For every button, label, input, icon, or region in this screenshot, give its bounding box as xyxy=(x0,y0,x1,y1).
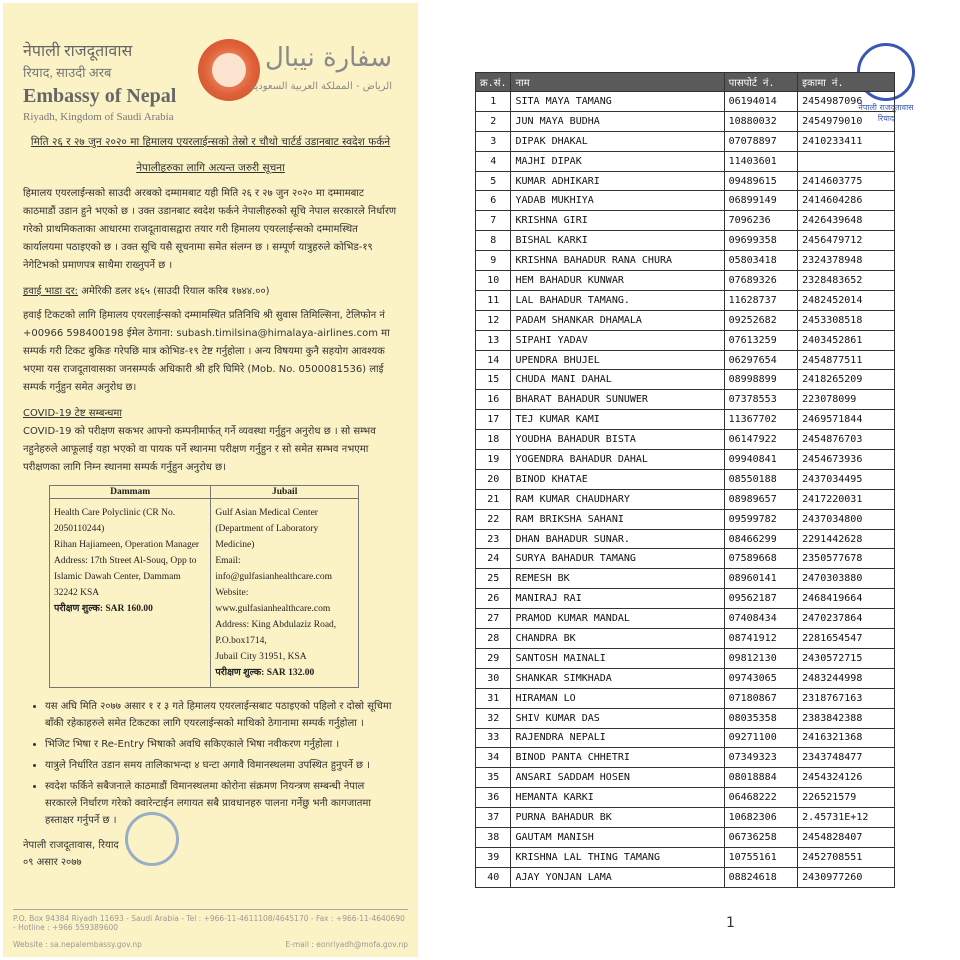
signature-date: ०९ असार २०७७ xyxy=(23,857,82,868)
embassy-notice-letter xyxy=(3,3,418,957)
name-cell: BISHAL KARKI xyxy=(511,231,724,251)
jubail-line: (Department of Laboratory Medicine) xyxy=(215,524,319,550)
passport-cell: 06194014 xyxy=(724,92,798,112)
passport-cell: 06899149 xyxy=(724,191,798,211)
name-cell: PURNA BAHADUR BK xyxy=(511,808,724,828)
serial-cell: 32 xyxy=(476,708,511,728)
passenger-table xyxy=(475,72,895,888)
bullet-item: • यात्रुले निर्धारित उडान समय तालिकाभन्दा ४ घन्टा अगावै विमानस्थलमा उपस्थित हुनुपर्ने छ । xyxy=(45,757,398,774)
iqama-cell: 2483244998 xyxy=(798,668,895,688)
name-cell: KRISHNA BAHADUR RANA CHURA xyxy=(511,251,724,271)
jubail-line: Gulf Asian Medical Center xyxy=(215,508,318,518)
table-row xyxy=(476,390,895,410)
table-row xyxy=(476,629,895,649)
name-cell: SHANKAR SIMKHADA xyxy=(511,668,724,688)
table-row xyxy=(476,688,895,708)
table-row xyxy=(476,330,895,350)
dammam-fee: परीक्षण शुल्क: SAR 160.00 xyxy=(54,604,153,614)
serial-cell: 22 xyxy=(476,509,511,529)
table-row xyxy=(476,310,895,330)
passport-cell: 07613259 xyxy=(724,330,798,350)
iqama-cell: 2410233411 xyxy=(798,131,895,151)
iqama-cell: 2469571844 xyxy=(798,410,895,430)
passport-cell: 07378553 xyxy=(724,390,798,410)
name-cell: REMESH BK xyxy=(511,569,724,589)
table-row xyxy=(476,708,895,728)
iqama-cell: 223078099 xyxy=(798,390,895,410)
col-passport-header: पासपोर्ट नं. xyxy=(724,73,798,92)
serial-cell: 35 xyxy=(476,768,511,788)
serial-cell: 28 xyxy=(476,629,511,649)
serial-cell: 11 xyxy=(476,290,511,310)
serial-cell: 10 xyxy=(476,271,511,291)
serial-cell: 23 xyxy=(476,529,511,549)
name-cell: SIPAHI YADAV xyxy=(511,330,724,350)
serial-cell: 14 xyxy=(476,350,511,370)
table-row xyxy=(476,529,895,549)
embassy-arabic-location: الرياض - المملكة العربية السعودية xyxy=(250,81,392,92)
table-row xyxy=(476,609,895,629)
table-row xyxy=(476,211,895,231)
table-row xyxy=(476,728,895,748)
serial-cell: 6 xyxy=(476,191,511,211)
passport-cell: 08035358 xyxy=(724,708,798,728)
passport-cell: 10682306 xyxy=(724,808,798,828)
table-row xyxy=(476,808,895,828)
passport-cell: 08824618 xyxy=(724,867,798,887)
letter-footer xyxy=(13,909,408,949)
iqama-cell: 2414604286 xyxy=(798,191,895,211)
table-row xyxy=(476,589,895,609)
table-row xyxy=(476,748,895,768)
iqama-cell: 2456479712 xyxy=(798,231,895,251)
fare-value: अमेरिकी डलर ४६५ (साउदी रियाल करिब १७४४.००) xyxy=(81,286,270,297)
passport-cell: 09940841 xyxy=(724,450,798,470)
serial-cell: 27 xyxy=(476,609,511,629)
table-row xyxy=(476,251,895,271)
letterhead-right xyxy=(250,43,392,92)
dammam-header: Dammam xyxy=(50,486,211,499)
passport-cell: 06147922 xyxy=(724,430,798,450)
iqama-cell: 2454987096 xyxy=(798,92,895,112)
passport-cell: 06297654 xyxy=(724,350,798,370)
name-cell: HEMANTA KARKI xyxy=(511,788,724,808)
serial-cell: 12 xyxy=(476,310,511,330)
passport-cell: 10880032 xyxy=(724,111,798,131)
iqama-cell: 2482452014 xyxy=(798,290,895,310)
table-row xyxy=(476,290,895,310)
iqama-cell: 2437034495 xyxy=(798,469,895,489)
name-cell: YOGENDRA BAHADUR DAHAL xyxy=(511,450,724,470)
footer-website: Website : sa.nepalembassy.gov.np xyxy=(13,940,142,949)
serial-cell: 39 xyxy=(476,847,511,867)
serial-cell: 21 xyxy=(476,489,511,509)
passport-cell: 08998899 xyxy=(724,370,798,390)
dammam-line: Health Care Polyclinic (CR No. 2050110244) xyxy=(54,508,176,534)
dammam-line: Rihan Hajiameen, Operation Manager xyxy=(54,540,200,550)
table-row xyxy=(476,469,895,489)
passport-cell: 08741912 xyxy=(724,629,798,649)
passport-cell: 09562187 xyxy=(724,589,798,609)
serial-cell: 18 xyxy=(476,430,511,450)
serial-cell: 4 xyxy=(476,151,511,171)
passport-cell: 08466299 xyxy=(724,529,798,549)
passport-cell: 09489615 xyxy=(724,171,798,191)
embassy-nepali-name: नेपाली राजदूतावास xyxy=(23,43,133,60)
name-cell: MANIRAJ RAI xyxy=(511,589,724,609)
table-row xyxy=(476,111,895,131)
footer-contact: P.O. Box 94384 Riyadh 11693 - Saudi Arabia - Tel : +966-11-4611108/4645170 - Fax : +966-11-4640690 - Hotline : +966 559389600 xyxy=(13,909,408,932)
serial-cell: 37 xyxy=(476,808,511,828)
iqama-cell: 2403452861 xyxy=(798,330,895,350)
serial-cell: 26 xyxy=(476,589,511,609)
name-cell: KRISHNA LAL THING TAMANG xyxy=(511,847,724,867)
iqama-cell: 2426439648 xyxy=(798,211,895,231)
name-cell: TEJ KUMAR KAMI xyxy=(511,410,724,430)
name-cell: BHARAT BAHADUR SUNUWER xyxy=(511,390,724,410)
iqama-cell: 2383842388 xyxy=(798,708,895,728)
name-cell: RAM KUMAR CHAUDHARY xyxy=(511,489,724,509)
serial-cell: 5 xyxy=(476,171,511,191)
table-row xyxy=(476,549,895,569)
passport-cell: 09252682 xyxy=(724,310,798,330)
iqama-cell: 2453308518 xyxy=(798,310,895,330)
table-row xyxy=(476,648,895,668)
passport-cell: 11628737 xyxy=(724,290,798,310)
bullet-item: • यस अघि मिति २०७७ असार १ र ३ गते हिमालय एयरलाईन्सबाट पठाइएको पहिलो र दोस्रो सूचिमा बाँकी रहेकाहरुले समेत टिकटका लागि एयरलाईन्सको माथिको ठेगानामा सम्पर्क गर्नुहोला । xyxy=(45,698,398,732)
table-row xyxy=(476,489,895,509)
name-cell: KUMAR ADHIKARI xyxy=(511,171,724,191)
serial-cell: 9 xyxy=(476,251,511,271)
bullet-item: • भिजिट भिषा र Re-Entry भिषाको अवधि सकिएकाले भिषा नवीकरण गर्नुहोला । xyxy=(45,736,398,753)
serial-cell: 16 xyxy=(476,390,511,410)
passport-cell: 06736258 xyxy=(724,827,798,847)
iqama-cell: 2454324126 xyxy=(798,768,895,788)
iqama-cell: 2281654547 xyxy=(798,629,895,649)
letterhead xyxy=(23,39,398,129)
passenger-list-page xyxy=(430,3,957,957)
passport-cell: 11403601 xyxy=(724,151,798,171)
letterhead-left xyxy=(23,39,176,123)
passport-cell: 09699358 xyxy=(724,231,798,251)
iqama-cell: 2470303880 xyxy=(798,569,895,589)
passport-cell: 08018884 xyxy=(724,768,798,788)
signature-block xyxy=(23,837,398,871)
iqama-cell: 2468419664 xyxy=(798,589,895,609)
table-row xyxy=(476,410,895,430)
serial-cell: 20 xyxy=(476,469,511,489)
passport-cell: 10755161 xyxy=(724,847,798,867)
notice-title: मिति २६ र २७ जुन २०२० मा हिमालय एयरलाईन्सको तेस्रो र चौथो चार्टर्ड उडानबाट स्वदेश फर्कने xyxy=(30,136,391,148)
table-row xyxy=(476,847,895,867)
table-row xyxy=(476,171,895,191)
iqama-cell: 2452708551 xyxy=(798,847,895,867)
name-cell: MAJHI DIPAK xyxy=(511,151,724,171)
table-row xyxy=(476,151,895,171)
name-cell: RAM BRIKSHA SAHANI xyxy=(511,509,724,529)
iqama-cell: 2324378948 xyxy=(798,251,895,271)
embassy-english-location: Riyadh, Kingdom of Saudi Arabia xyxy=(23,111,174,123)
iqama-cell: 2418265209 xyxy=(798,370,895,390)
name-cell: CHANDRA BK xyxy=(511,629,724,649)
table-row xyxy=(476,768,895,788)
table-row xyxy=(476,350,895,370)
name-cell: PADAM SHANKAR DHAMALA xyxy=(511,310,724,330)
name-cell: BINOD PANTA CHHETRI xyxy=(511,748,724,768)
name-cell: KRISHNA GIRI xyxy=(511,211,724,231)
iqama-cell: 226521579 xyxy=(798,788,895,808)
serial-cell: 13 xyxy=(476,330,511,350)
name-cell: SURYA BAHADUR TAMANG xyxy=(511,549,724,569)
table-row xyxy=(476,509,895,529)
iqama-cell: 2454828407 xyxy=(798,827,895,847)
table-row xyxy=(476,450,895,470)
table-row xyxy=(476,231,895,251)
embassy-nepali-location: रियाद, साउदी अरब xyxy=(23,65,112,80)
serial-cell: 36 xyxy=(476,788,511,808)
dammam-line: Address: 17th Street Al-Souq, Opp to Islamic Dawah Center, Dammam 32242 KSA xyxy=(54,556,197,598)
name-cell: HEM BAHADUR KUNWAR xyxy=(511,271,724,291)
passport-cell: 09812130 xyxy=(724,648,798,668)
iqama-cell: 2454876703 xyxy=(798,430,895,450)
embassy-english-name: Embassy of Nepal xyxy=(23,85,177,107)
serial-cell: 19 xyxy=(476,450,511,470)
passport-cell: 08989657 xyxy=(724,489,798,509)
serial-cell: 7 xyxy=(476,211,511,231)
iqama-cell: 2454979010 xyxy=(798,111,895,131)
serial-cell: 24 xyxy=(476,549,511,569)
table-row xyxy=(476,569,895,589)
iqama-cell xyxy=(798,151,895,171)
passport-cell: 06468222 xyxy=(724,788,798,808)
iqama-cell: 2430572715 xyxy=(798,648,895,668)
passport-cell: 07589668 xyxy=(724,549,798,569)
passport-cell: 07408434 xyxy=(724,609,798,629)
page-number: 1 xyxy=(726,915,735,931)
name-cell: PRAMOD KUMAR MANDAL xyxy=(511,609,724,629)
embassy-seal-stamp-icon xyxy=(125,812,179,866)
iqama-cell: 2350577678 xyxy=(798,549,895,569)
serial-cell: 17 xyxy=(476,410,511,430)
name-cell: SANTOSH MAINALI xyxy=(511,648,724,668)
iqama-cell: 2417220031 xyxy=(798,489,895,509)
embassy-arabic-name: سفارة نيبال xyxy=(264,43,392,73)
notice-subtitle: नेपालीहरुका लागि अत्यन्त जरुरी सूचना xyxy=(136,162,285,174)
col-iqama-header: इकामा नं. xyxy=(798,73,895,92)
fare-line xyxy=(23,283,398,297)
jubail-header: Jubail xyxy=(211,486,359,499)
serial-cell: 40 xyxy=(476,867,511,887)
col-serial-header: क्र.सं. xyxy=(476,73,511,92)
iqama-cell: 2318767163 xyxy=(798,688,895,708)
iqama-cell: 2454673936 xyxy=(798,450,895,470)
name-cell: JUN MAYA BUDHA xyxy=(511,111,724,131)
iqama-cell: 2328483652 xyxy=(798,271,895,291)
name-cell: YADAB MUKHIYA xyxy=(511,191,724,211)
table-row xyxy=(476,131,895,151)
col-name-header: नाम xyxy=(511,73,724,92)
passport-cell: 08550188 xyxy=(724,469,798,489)
iqama-cell: 2416321368 xyxy=(798,728,895,748)
fare-label: हवाई भाडा दर: xyxy=(23,286,79,297)
name-cell: AJAY YONJAN LAMA xyxy=(511,867,724,887)
iqama-cell: 2.45731E+12 xyxy=(798,808,895,828)
passport-cell: 07180867 xyxy=(724,688,798,708)
iqama-cell: 2454877511 xyxy=(798,350,895,370)
table-row xyxy=(476,191,895,211)
passport-cell: 08960141 xyxy=(724,569,798,589)
serial-cell: 33 xyxy=(476,728,511,748)
passport-cell: 7096236 xyxy=(724,211,798,231)
serial-cell: 3 xyxy=(476,131,511,151)
iqama-cell: 2414603775 xyxy=(798,171,895,191)
name-cell: BINOD KHATAE xyxy=(511,469,724,489)
passport-cell: 09271100 xyxy=(724,728,798,748)
passport-cell: 05803418 xyxy=(724,251,798,271)
covid-text: COVID-19 को परीक्षण सकभर आफ्नो कम्पनीमार्फत् गर्ने व्यवस्था गर्नुहुन अनुरोध छ । सो सम्भव नहुनेहरुले आफूलाई यहा भएको वा पायक पर्ने स्थानमा परीक्षण गर्नुहुन र सो समेत सम्भव नभएमा परीक्षणका लागि निम्न स्थानमा सम्पर्क गर्नुहुन अनुरोध छ। xyxy=(23,426,376,473)
jubail-center-cell xyxy=(211,499,359,688)
dammam-center-cell xyxy=(50,499,211,688)
table-row xyxy=(476,430,895,450)
passport-cell: 11367702 xyxy=(724,410,798,430)
name-cell: YOUDHA BAHADUR BISTA xyxy=(511,430,724,450)
footer-email: E-mail : eonriyadh@mofa.gov.np xyxy=(285,940,408,949)
iqama-cell: 2437034800 xyxy=(798,509,895,529)
notice-paragraph-1: हिमालय एयरलाईन्सको साउदी अरबको दम्मामबाट यही मिति २६ र २७ जुन २०२० मा दम्मामबाट काठमाडौं उडान हुने भएको छ । उक्त उडानबाट स्वदेश फर्कने नेपालीहरुको सूचि नेपाल सरकारले निर्धारण गरेको प्राथमिकताका आधारमा राजदूतावासद्वारा तयार गरी हिमालय एयरलाईन्सको दम्मामस्थित कार्यालयमा पठाइएको छ । उक्त सूचि यसै सूचनामा समेत संलग्न छ । सम्पूर्ण यात्रुहरुले कोभिड-१९ नेगेटिभको प्रमाणपत्र साथैमा राख्नुपर्ने छ । xyxy=(23,188,397,271)
passport-cell: 09599782 xyxy=(724,509,798,529)
table-header-row xyxy=(476,73,895,92)
stamp-text: नेपाली राजदूतावास रियाद xyxy=(858,103,914,123)
jubail-line: Address: King Abdulaziz Road, P.O.box1714, xyxy=(215,620,337,646)
table-row xyxy=(476,788,895,808)
passport-cell: 07078897 xyxy=(724,131,798,151)
name-cell: HIRAMAN LO xyxy=(511,688,724,708)
serial-cell: 25 xyxy=(476,569,511,589)
iqama-cell: 2291442628 xyxy=(798,529,895,549)
jubail-line: Email: info@gulfasianhealthcare.com xyxy=(215,556,332,582)
signature-org: नेपाली राजदूतावास, रियाद xyxy=(23,840,119,851)
table-row xyxy=(476,867,895,887)
name-cell: DIPAK DHAKAL xyxy=(511,131,724,151)
name-cell: LAL BAHADUR TAMANG. xyxy=(511,290,724,310)
covid-heading: COVID-19 टेष्ट सम्बन्धमा xyxy=(23,408,122,419)
notice-paragraph-2: हवाई टिकटको लागि हिमालय एयरलाईन्सको दम्मामस्थित प्रतिनिधि श्री सुवास तिमिल्सिना, टेलिफोन नं +00966 598400198 ईमेल ठेगाना: subash.timilsina@himalaya-airlines.com मा सम्पर्क गरी टिकट बुकिङ गरेपछि मात्र कोभिड-१९ टेष्ट गर्नुहोला । अन्य विषयमा कुनै सहयोग आवश्यक भएमा यस राजदूतावासका जनसम्पर्क अधिकारी श्री हरि घिमिरे (Mob. No. 0500081536) लाई सम्पर्क गर्नुहुन समेत अनुरोध छ। xyxy=(23,310,390,393)
serial-cell: 1 xyxy=(476,92,511,112)
iqama-cell: 2430977260 xyxy=(798,867,895,887)
serial-cell: 31 xyxy=(476,688,511,708)
name-cell: GAUTAM MANISH xyxy=(511,827,724,847)
jubail-line: Jubail City 31951, KSA xyxy=(215,652,307,662)
passport-cell: 07349323 xyxy=(724,748,798,768)
serial-cell: 15 xyxy=(476,370,511,390)
table-row xyxy=(476,271,895,291)
name-cell: SHIV KUMAR DAS xyxy=(511,708,724,728)
bullet-item: • स्वदेश फर्किने सबैजनाले काठमाडौं विमानस्थलमा कोरोना संक्रमण नियन्त्रण सम्बन्धी नेपाल सरकारले निर्धारण गरेको क्वारेन्टाईन लगायत सबै प्रावधानहरु पालना गर्नेछु भनी कागजातमा हस्ताक्षर गर्नुपर्ने छ । xyxy=(45,778,398,829)
serial-cell: 8 xyxy=(476,231,511,251)
serial-cell: 2 xyxy=(476,111,511,131)
serial-cell: 30 xyxy=(476,668,511,688)
name-cell: SITA MAYA TAMANG xyxy=(511,92,724,112)
table-row xyxy=(476,92,895,112)
table-row xyxy=(476,668,895,688)
passport-cell: 09743065 xyxy=(724,668,798,688)
passport-cell: 07689326 xyxy=(724,271,798,291)
name-cell: UPENDRA BHUJEL xyxy=(511,350,724,370)
jubail-fee: परीक्षण शुल्क: SAR 132.00 xyxy=(215,668,315,678)
name-cell: ANSARI SADDAM HOSEN xyxy=(511,768,724,788)
jubail-line: Website: www.gulfasianhealthcare.com xyxy=(215,588,331,614)
name-cell: CHUDA MANI DAHAL xyxy=(511,370,724,390)
name-cell: RAJENDRA NEPALI xyxy=(511,728,724,748)
serial-cell: 34 xyxy=(476,748,511,768)
table-row xyxy=(476,827,895,847)
iqama-cell: 2470237864 xyxy=(798,609,895,629)
serial-cell: 29 xyxy=(476,648,511,668)
table-row xyxy=(476,370,895,390)
covid-test-centers-table xyxy=(49,485,359,688)
iqama-cell: 2343748477 xyxy=(798,748,895,768)
notice-bullets xyxy=(23,698,398,829)
name-cell: DHAN BAHADUR SUNAR. xyxy=(511,529,724,549)
serial-cell: 38 xyxy=(476,827,511,847)
